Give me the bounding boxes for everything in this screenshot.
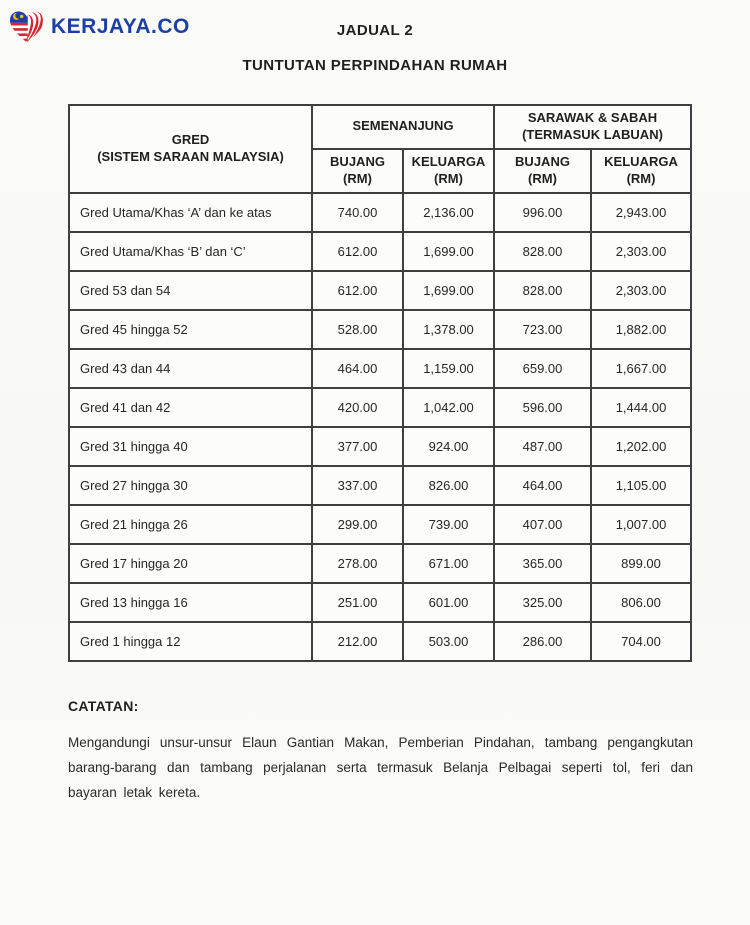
col-header-keluarga-semenanjung <box>403 149 494 193</box>
value-cell: 826.00 <box>403 466 494 505</box>
value-cell: 2,303.00 <box>591 271 691 310</box>
col-header-bujang-sarawak <box>494 149 591 193</box>
table-row <box>69 466 691 505</box>
table-row <box>69 193 691 232</box>
value-cell: 2,943.00 <box>591 193 691 232</box>
value-cell: 325.00 <box>494 583 591 622</box>
value-cell: 503.00 <box>403 622 494 661</box>
value-cell: 806.00 <box>591 583 691 622</box>
value-cell: 1,378.00 <box>403 310 494 349</box>
table-row <box>69 388 691 427</box>
gred-cell: Gred Utama/Khas ‘A’ dan ke atas <box>69 193 312 232</box>
value-cell: 1,444.00 <box>591 388 691 427</box>
col-unit: (RM) <box>343 170 372 186</box>
gred-title: GRED <box>171 131 210 147</box>
col-group-semenanjung: SEMENANJUNG <box>312 105 494 149</box>
value-cell: 278.00 <box>312 544 403 583</box>
value-cell: 899.00 <box>591 544 691 583</box>
gred-cell: Gred 31 hingga 40 <box>69 427 312 466</box>
value-cell: 924.00 <box>403 427 494 466</box>
col-header-gred <box>69 105 312 193</box>
col-group-sarawak-sabah <box>494 105 691 149</box>
table-row <box>69 349 691 388</box>
table-group-header-row <box>69 105 691 149</box>
malaysia-flag-heart-icon <box>8 10 46 44</box>
group2-line2: (TERMASUK LABUAN) <box>522 126 663 142</box>
value-cell: 337.00 <box>312 466 403 505</box>
gred-cell: Gred 41 dan 42 <box>69 388 312 427</box>
value-cell: 612.00 <box>312 232 403 271</box>
table-row <box>69 544 691 583</box>
col-unit: (RM) <box>626 170 656 186</box>
value-cell: 365.00 <box>494 544 591 583</box>
value-cell: 528.00 <box>312 310 403 349</box>
gred-cell: Gred 17 hingga 20 <box>69 544 312 583</box>
notes-heading: CATATAN: <box>68 697 139 714</box>
col-label: BUJANG <box>330 153 385 169</box>
value-cell: 739.00 <box>403 505 494 544</box>
value-cell: 464.00 <box>494 466 591 505</box>
value-cell: 1,202.00 <box>591 427 691 466</box>
table-row <box>69 427 691 466</box>
table-row <box>69 583 691 622</box>
value-cell: 828.00 <box>494 232 591 271</box>
table-row <box>69 622 691 661</box>
value-cell: 828.00 <box>494 271 591 310</box>
table-row <box>69 271 691 310</box>
value-cell: 723.00 <box>494 310 591 349</box>
col-unit: (RM) <box>434 170 463 186</box>
page-subtitle: TUNTUTAN PERPINDAHAN RUMAH <box>242 57 508 74</box>
col-label: KELUARGA <box>411 153 486 169</box>
value-cell: 601.00 <box>403 583 494 622</box>
gred-cell: Gred 1 hingga 12 <box>69 622 312 661</box>
group2-line1: SARAWAK & SABAH <box>527 110 658 125</box>
value-cell: 1,159.00 <box>403 349 494 388</box>
value-cell: 299.00 <box>312 505 403 544</box>
value-cell: 212.00 <box>312 622 403 661</box>
value-cell: 612.00 <box>312 271 403 310</box>
notes-body: Mengandungi unsur-unsur Elaun Gantian Makan, Pemberian Pindahan, tambang pengangkutan barang-barang dan tambang perjalanan serta termasuk Belanja Pelbagai seperti tol, feri dan bayaran letak kereta. <box>68 734 693 800</box>
gred-cell: Gred 53 dan 54 <box>69 271 312 310</box>
value-cell: 377.00 <box>312 427 403 466</box>
col-label: KELUARGA <box>604 153 678 169</box>
value-cell: 1,667.00 <box>591 349 691 388</box>
table-row <box>69 310 691 349</box>
table-row <box>69 232 691 271</box>
value-cell: 671.00 <box>403 544 494 583</box>
col-header-bujang-semenanjung <box>312 149 403 193</box>
page-title: JADUAL 2 <box>336 22 414 39</box>
value-cell: 1,699.00 <box>403 271 494 310</box>
value-cell: 251.00 <box>312 583 403 622</box>
gred-cell: Gred 27 hingga 30 <box>69 466 312 505</box>
value-cell: 2,303.00 <box>591 232 691 271</box>
gred-cell: Gred Utama/Khas ‘B’ dan ‘C’ <box>69 232 312 271</box>
notes-section <box>68 698 693 806</box>
value-cell: 1,882.00 <box>591 310 691 349</box>
gred-cell: Gred 43 dan 44 <box>69 349 312 388</box>
col-label: BUJANG <box>515 153 570 169</box>
col-header-keluarga-sarawak <box>591 149 691 193</box>
table-row <box>69 505 691 544</box>
value-cell: 487.00 <box>494 427 591 466</box>
value-cell: 420.00 <box>312 388 403 427</box>
value-cell: 740.00 <box>312 193 403 232</box>
col-unit: (RM) <box>528 170 557 186</box>
gred-cell: Gred 21 hingga 26 <box>69 505 312 544</box>
value-cell: 659.00 <box>494 349 591 388</box>
gred-cell: Gred 13 hingga 16 <box>69 583 312 622</box>
kerjaya-logo <box>8 10 190 44</box>
gred-cell: Gred 45 hingga 52 <box>69 310 312 349</box>
value-cell: 464.00 <box>312 349 403 388</box>
value-cell: 1,007.00 <box>591 505 691 544</box>
value-cell: 286.00 <box>494 622 591 661</box>
value-cell: 1,042.00 <box>403 388 494 427</box>
value-cell: 996.00 <box>494 193 591 232</box>
value-cell: 2,136.00 <box>403 193 494 232</box>
value-cell: 596.00 <box>494 388 591 427</box>
value-cell: 1,105.00 <box>591 466 691 505</box>
brand-text: KERJAYA.CO <box>51 15 190 38</box>
relocation-claims-table <box>68 104 692 662</box>
value-cell: 704.00 <box>591 622 691 661</box>
gred-subtitle: (SISTEM SARAAN MALAYSIA) <box>97 148 284 164</box>
value-cell: 407.00 <box>494 505 591 544</box>
value-cell: 1,699.00 <box>403 232 494 271</box>
